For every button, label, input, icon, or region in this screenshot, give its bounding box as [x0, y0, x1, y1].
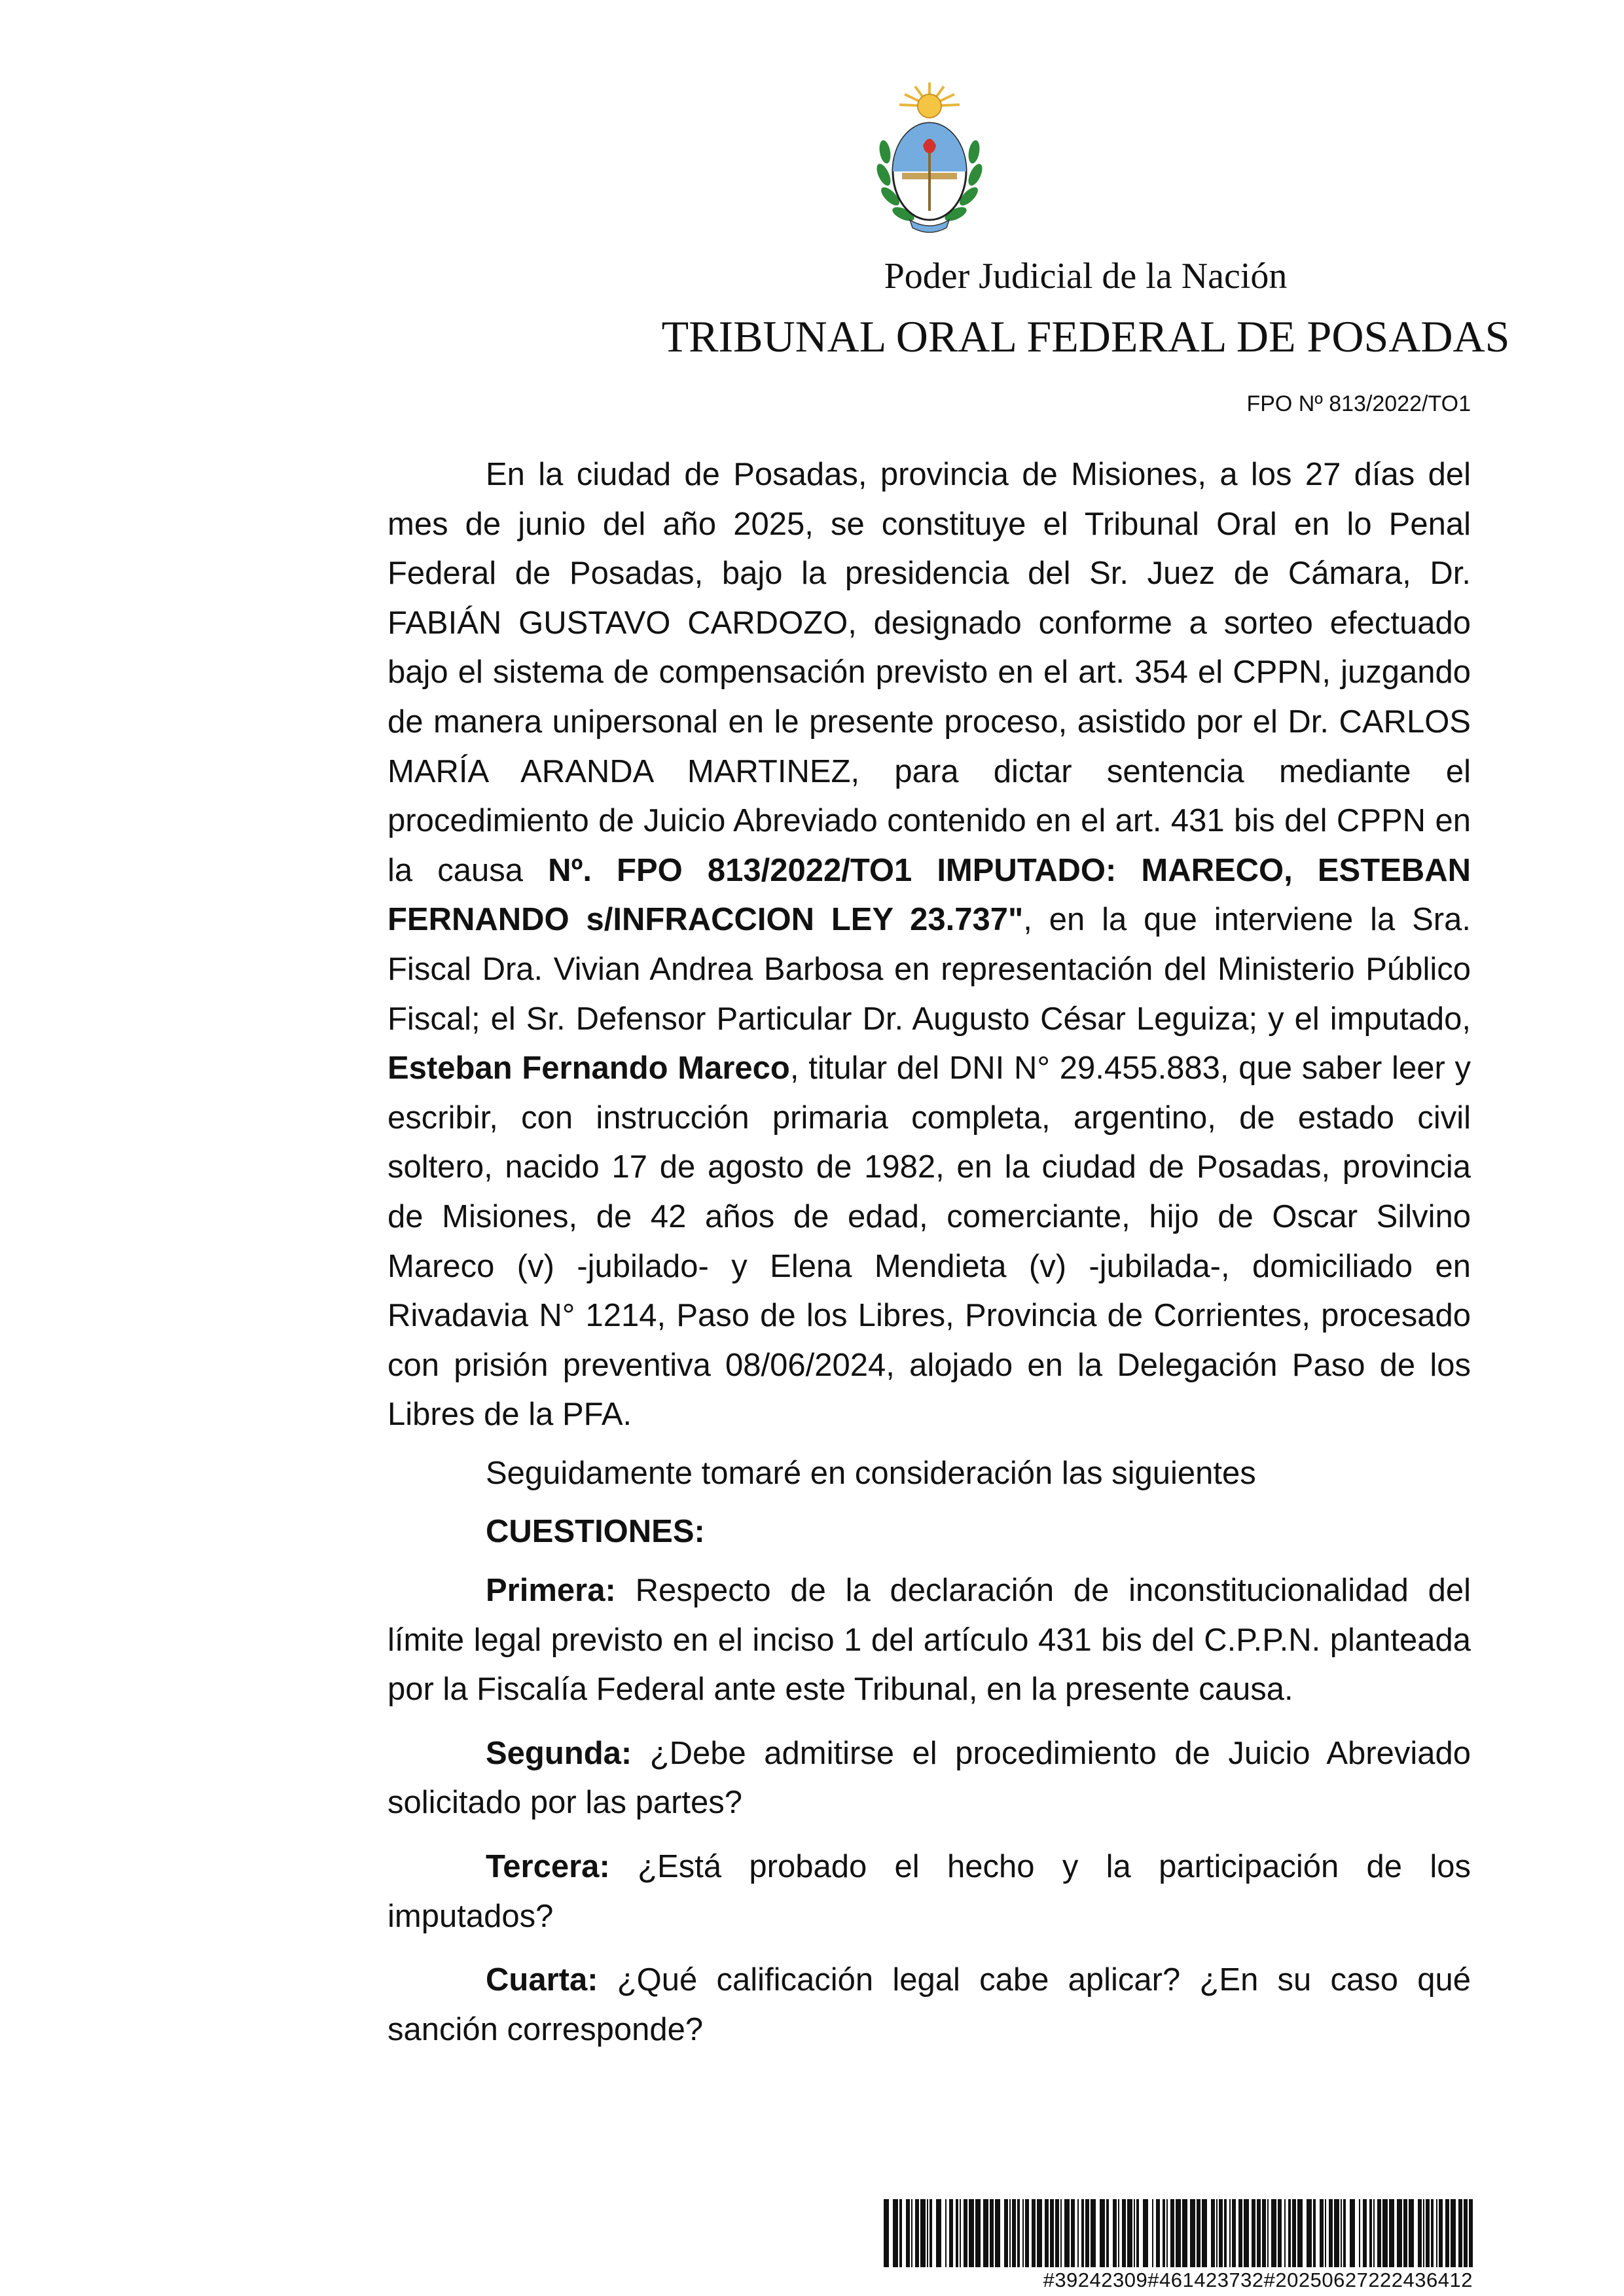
barcode-bar	[920, 2199, 926, 2267]
barcode-bar	[1091, 2199, 1096, 2267]
barcode-bar	[1197, 2199, 1200, 2267]
barcode-bar	[1257, 2199, 1261, 2267]
barcode-bar	[1012, 2199, 1016, 2267]
barcode-bar	[1369, 2199, 1372, 2267]
barcode-bar	[1436, 2199, 1437, 2267]
barcode-bar	[1113, 2199, 1117, 2267]
barcode-bar	[1064, 2199, 1070, 2267]
barcode-bar	[1262, 2199, 1266, 2267]
barcode-bar	[1325, 2199, 1326, 2267]
barcode-bar	[1071, 2199, 1075, 2267]
barcode-bar	[1134, 2199, 1135, 2267]
barcode-bar	[956, 2199, 958, 2267]
barcode-bar	[1182, 2199, 1187, 2267]
barcode-bar	[1377, 2199, 1381, 2267]
barcode-bar	[1373, 2199, 1375, 2267]
barcode-number: #39242309#461423732#20250627222436412	[1043, 2269, 1473, 2291]
barcode-bar	[1037, 2199, 1042, 2267]
barcode-bar	[1238, 2199, 1242, 2267]
barcode-bar	[1445, 2199, 1449, 2267]
barcode-bar	[927, 2199, 928, 2267]
barcode-bar	[1320, 2199, 1324, 2267]
barcode-bar	[1055, 2199, 1059, 2267]
barcode-bar	[1216, 2199, 1218, 2267]
barcode-bar	[911, 2199, 912, 2267]
barcode-bar	[1202, 2199, 1207, 2267]
barcode-bar	[1045, 2199, 1049, 2267]
document-body	[388, 450, 1471, 2054]
barcode-bar	[1343, 2199, 1346, 2267]
barcode-bar	[1211, 2199, 1215, 2267]
barcode-bar	[929, 2199, 932, 2267]
barcode-bar	[1009, 2199, 1011, 2267]
barcode-bar	[1190, 2199, 1195, 2267]
barcode-bar	[1350, 2199, 1355, 2267]
intro-text-3: , titular del DNI N° 29.455.883, que saber leer y escribir, con instrucción primaria completa, argentino, de estado civil soltero, nacido 17 de agosto de 1982, en la ciudad de Posadas, provincia de Misiones, de 42 años de edad, comerciante, hijo de Oscar Silvino Mareco (v) -jubilado- y Elena Mendieta (v) -jubilada-, domiciliado en Rivadavia N° 1214, Paso de los Libres, Provincia de Corrientes, procesado con prisión preventiva 08/06/2024, alojado en la Delegación Paso de los Libres de la PFA.	[388, 1050, 1471, 1433]
questions-heading	[388, 1507, 1471, 1557]
question-text: ¿Está probado el hecho y la participación de los imputados?	[388, 1849, 1471, 1934]
barcode-bar	[1224, 2199, 1227, 2267]
barcode-bar	[1004, 2199, 1008, 2267]
intro-paragraph	[388, 450, 1471, 1440]
barcode-bar	[1297, 2199, 1303, 2267]
barcode-bar	[1363, 2199, 1367, 2267]
intro-text-1: En la ciudad de Posadas, provincia de Misiones, a los 27 días del mes de junio del año 2025, se constituye el Tribunal Oral en lo Penal Federal de Posadas, bajo la presidencia del Sr. Juez de Cámara, Dr. FABIÁN GUSTAVO CARDOZO, designado conforme a sorteo efectuado bajo el sistema de compensación previsto en el art. 354 el CPPN, juzgando de manera unipersonal en le presente proceso, asistido por el Dr. CARLOS MARÍA ARANDA MARTINEZ, para dictar sentencia mediante el procedimiento de Juicio Abreviado contenido en el art. 431 bis del CPPN en la causa	[388, 457, 1471, 888]
barcode-bar	[1176, 2199, 1181, 2267]
barcode-bar	[990, 2199, 994, 2267]
barcode-bar	[969, 2199, 974, 2267]
barcode-bar	[1050, 2199, 1054, 2267]
document-barcode	[884, 2199, 1473, 2292]
barcode-bar	[1060, 2199, 1062, 2267]
barcode-bar	[1267, 2199, 1269, 2267]
question-label: Cuarta:	[486, 1962, 598, 1998]
barcode-bar	[1458, 2199, 1462, 2267]
barcode-bar	[1077, 2199, 1079, 2267]
barcode-bar	[1025, 2199, 1029, 2267]
question-text: ¿Qué calificación legal cabe aplicar? ¿En su caso qué sanción corresponde?	[388, 1962, 1471, 2047]
barcode-bar	[1334, 2199, 1339, 2267]
barcode-bar	[1288, 2199, 1291, 2267]
barcode-bar	[1409, 2199, 1414, 2267]
barcode-bar	[983, 2199, 988, 2267]
barcode-bar	[1032, 2199, 1036, 2267]
barcode-bar	[995, 2199, 1000, 2267]
question-second	[388, 1729, 1471, 1828]
barcode-bar	[1341, 2199, 1342, 2267]
barcode-bar	[1229, 2199, 1231, 2267]
question-text: Respecto de la declaración de inconstitucionalidad del límite legal previsto en el inciso 1 del artículo 431 bis del C.P.P.N. planteada por la Fiscalía Federal ante este Tribunal, en la presente causa.	[388, 1573, 1471, 1708]
question-text: ¿Debe admitirse el procedimiento de Juicio Abreviado solicitado por las partes?	[388, 1735, 1471, 1821]
barcode-bar	[1423, 2199, 1424, 2267]
barcode-bar	[1313, 2199, 1316, 2267]
barcode-bar	[1431, 2199, 1434, 2267]
case-reference: FPO Nº 813/2022/TO1	[1246, 391, 1471, 416]
barcode-bar	[1403, 2199, 1407, 2267]
barcode-bar	[1389, 2199, 1394, 2267]
barcode-bar	[949, 2199, 953, 2267]
barcode-bar	[1329, 2199, 1333, 2267]
barcode-icon	[884, 2199, 1473, 2267]
barcode-bar	[1426, 2199, 1430, 2267]
question-label: Tercera:	[486, 1849, 610, 1885]
barcode-bar	[1017, 2199, 1020, 2267]
argentine-coat-of-arms-icon	[876, 80, 983, 237]
barcode-bar	[1252, 2199, 1255, 2267]
barcode-bar	[1244, 2199, 1249, 2267]
barcode-bar	[1122, 2199, 1126, 2267]
question-label: Primera:	[486, 1573, 616, 1609]
barcode-bar	[1284, 2199, 1286, 2267]
barcode-bar	[936, 2199, 941, 2267]
barcode-bar	[1166, 2199, 1168, 2267]
barcode-bar	[1469, 2199, 1473, 2267]
barcode-bar	[1152, 2199, 1153, 2267]
institution-name: Poder Judicial de la Nación	[884, 256, 1288, 296]
barcode-bar	[960, 2199, 961, 2267]
barcode-bar	[1156, 2199, 1160, 2267]
barcode-bar	[1382, 2199, 1388, 2267]
barcode-bar	[1085, 2199, 1089, 2267]
barcode-bar	[893, 2199, 898, 2267]
barcode-bar	[1307, 2199, 1312, 2267]
barcode-bar	[1232, 2199, 1236, 2267]
barcode-bar	[1439, 2199, 1443, 2267]
barcode-bar	[1170, 2199, 1174, 2267]
barcode-bar	[1118, 2199, 1119, 2267]
case-title: Nº. FPO 813/2022/TO1 IMPUTADO: MARECO, ESTEBAN FERNANDO s/INFRACCION LEY 23.737"	[388, 852, 1471, 938]
barcode-bar	[1359, 2199, 1360, 2267]
questions-heading-text: CUESTIONES:	[486, 1514, 705, 1550]
intro-text-2: , en la que interviene la Sra. Fiscal Dra. Vivian Andrea Barbosa en representación del Ministerio Público Fiscal; el Sr. Defensor Particular Dr. Augusto César Leguiza; y el imputado,	[388, 902, 1471, 1037]
barcode-bar	[906, 2199, 910, 2267]
barcode-bar	[945, 2199, 947, 2267]
barcode-bar	[915, 2199, 919, 2267]
barcode-bar	[975, 2199, 981, 2267]
question-first	[388, 1566, 1471, 1715]
barcode-bar	[1464, 2199, 1468, 2267]
question-label: Segunda:	[486, 1735, 632, 1771]
barcode-bar	[1022, 2199, 1024, 2267]
barcode-bar	[1418, 2199, 1422, 2267]
barcode-bar	[1127, 2199, 1132, 2267]
barcode-bar	[1143, 2199, 1148, 2267]
barcode-bar	[1271, 2199, 1276, 2267]
barcode-bar	[884, 2199, 889, 2267]
defendant-name: Esteban Fernando Mareco	[388, 1050, 790, 1086]
barcode-bar	[1397, 2199, 1402, 2267]
barcode-bar	[899, 2199, 902, 2267]
barcode-bar	[1106, 2199, 1109, 2267]
question-third	[388, 1842, 1471, 1941]
court-name: TRIBUNAL ORAL FEDERAL DE POSADAS	[661, 312, 1510, 361]
barcode-bar	[964, 2199, 967, 2267]
barcode-bar	[1136, 2199, 1139, 2267]
barcode-bar	[1451, 2199, 1456, 2267]
barcode-bar	[1278, 2199, 1282, 2267]
transition-paragraph: Seguidamente tomaré en consideración las siguientes	[486, 1455, 1256, 1491]
barcode-bar	[1163, 2199, 1165, 2267]
barcode-bar	[1219, 2199, 1223, 2267]
barcode-bar	[1100, 2199, 1105, 2267]
barcode-bar	[1081, 2199, 1084, 2267]
barcode-bar	[1292, 2199, 1296, 2267]
question-fourth	[388, 1956, 1471, 2054]
